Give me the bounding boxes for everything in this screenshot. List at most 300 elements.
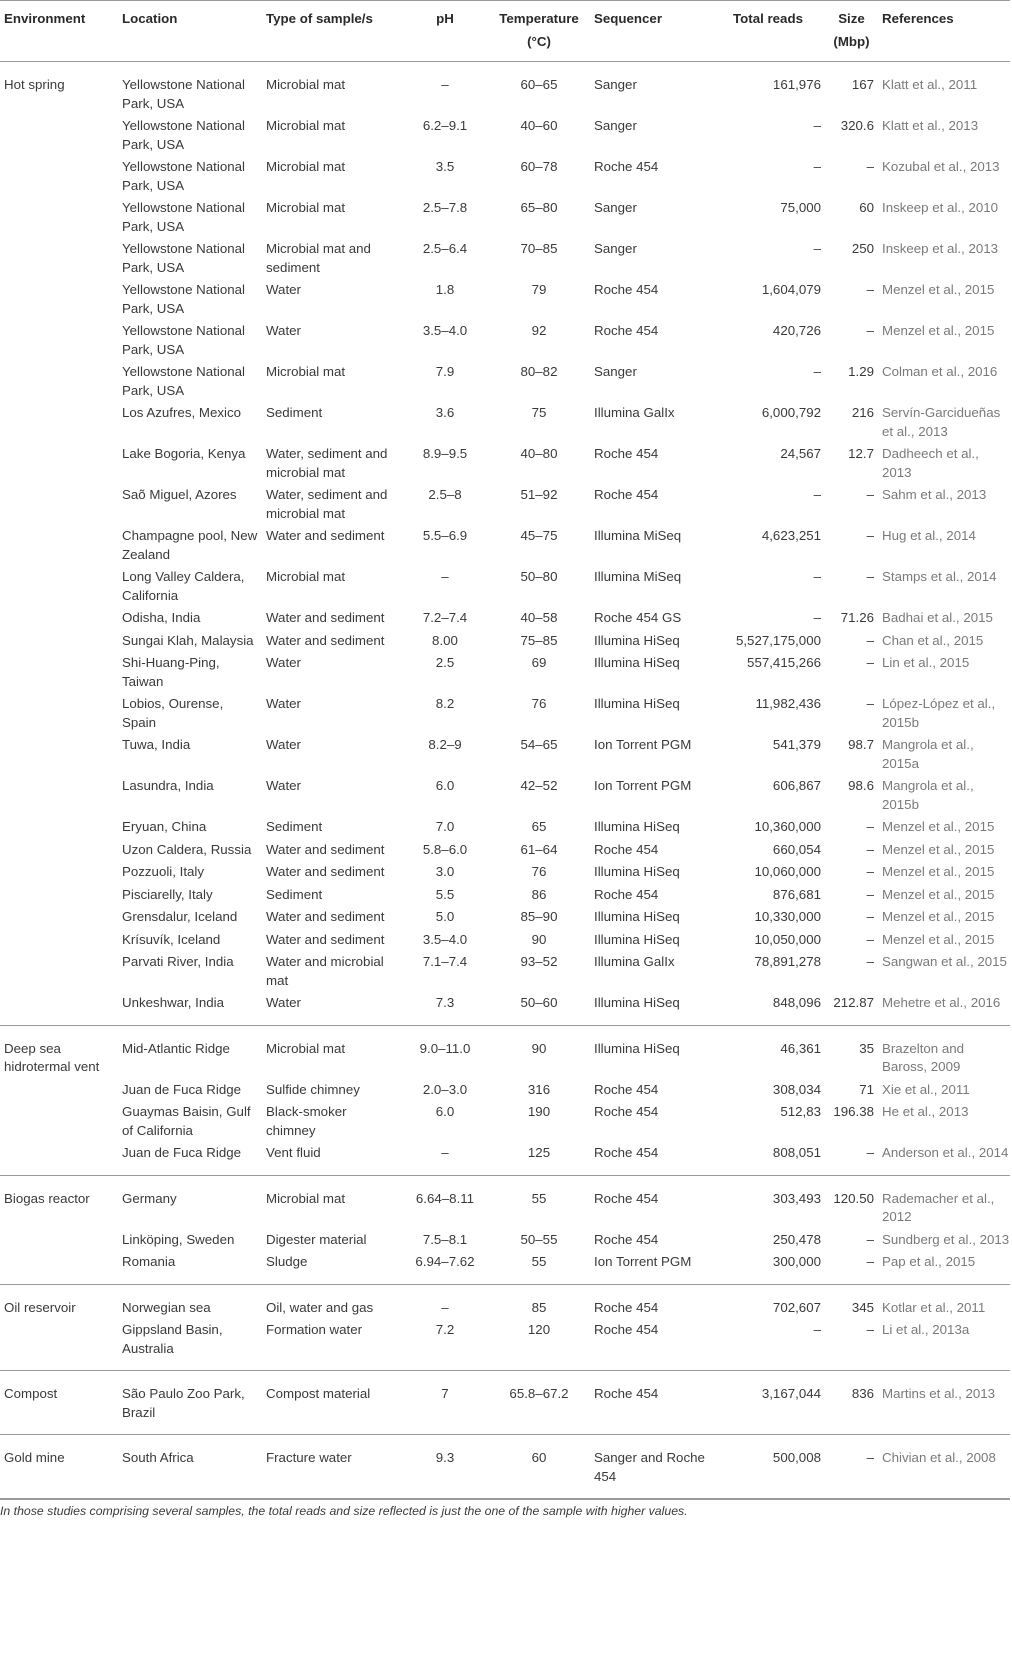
temperature-cell: 85–90 [520,909,558,924]
size-cell: – [866,487,874,502]
reference-cell: Xie et al., 2011 [882,1081,970,1097]
total-reads-cell: 512,83 [780,1104,821,1119]
sequencer-cell: Illumina HiSeq [594,931,680,947]
total-reads-cell: 557,415,266 [747,655,821,670]
reference-cell: Anderson et al., 2014 [878,1142,1010,1175]
reference-cell: Badhai et al., 2015 [882,610,993,625]
reference-cell: Pap et al., 2015 [878,1251,1010,1284]
environment-cell [0,816,118,839]
sample-type-cell: Water [266,323,301,338]
total-reads-cell: – [813,241,821,256]
reference-cell: Menzel et al., 2015 [882,323,995,338]
total-reads-cell: – [813,118,821,133]
location-cell: Tuwa, India [122,737,191,752]
sequencer-cell: Illumina HiSeq [590,992,711,1025]
sequencer-cell: Roche 454 GS [594,610,682,625]
total-reads-cell: – [813,487,821,502]
table-row [0,861,1010,884]
location-cell: Yellowstone National Park, USA [122,364,245,398]
sequencer-cell: Illumina HiSeq [594,864,680,879]
location-cell: Gippsland Basin, Australia [118,1319,262,1371]
location-cell: Champagne pool, New Zealand [122,528,258,562]
ph-cell: 7.0 [435,819,455,834]
table-row [0,775,1010,816]
location-cell: Pisciarelly, Italy [122,886,213,902]
reference-cell: He et al., 2013 [882,1104,969,1119]
total-reads-cell: 78,891,278 [754,954,821,969]
size-cell: 98.7 [848,737,874,752]
sequencer-cell: Illumina GalIx [594,954,675,969]
ph-cell: 5.5 [435,886,455,902]
reference-cell: Menzel et al., 2015 [882,931,995,947]
table-row [0,1175,1010,1229]
size-cell: 320.6 [840,118,874,133]
ph-cell: 3.6 [435,405,455,420]
environment-cell [0,992,118,1025]
table-row [0,1251,1010,1284]
environment-cell [0,566,118,607]
total-reads-cell: 541,379 [772,737,821,752]
temperature-cell: 92 [531,323,547,338]
total-reads-cell: – [813,364,821,379]
table-row [0,839,1010,862]
sequencer-cell: Illumina HiSeq [594,632,680,648]
reference-cell: Martins et al., 2013 [878,1371,1010,1435]
environment-cell [0,156,118,197]
location-cell: Mid-Atlantic Ridge [122,1040,230,1056]
environment-cell: Biogas reactor [4,1190,90,1206]
location-cell: Yellowstone National Park, USA [122,159,245,193]
table-row [0,1025,1010,1079]
header-sequencer: Sequencer [590,1,711,62]
temperature-cell: 69 [531,655,547,670]
sequencer-cell: Roche 454 [594,841,659,857]
sequencer-cell: Roche 454 [594,282,659,297]
location-cell: Juan de Fuca Ridge [118,1142,262,1175]
temperature-cell: 60–78 [520,159,558,174]
size-cell: 345 [851,1299,874,1315]
sequencer-cell: Illumina HiSeq [594,655,680,670]
sequencer-cell: Roche 454 [590,1319,711,1371]
total-reads-cell: – [711,1319,825,1371]
location-cell: Guaymas Baisin, Gulf of California [122,1104,251,1138]
reference-cell: Klatt et al., 2011 [882,77,978,92]
total-reads-cell: 75,000 [780,200,821,215]
temperature-cell: 120 [488,1319,590,1371]
sample-type-cell: Sludge [262,1251,402,1284]
temperature-cell: 42–52 [520,778,558,793]
temperature-cell: 40–60 [520,118,558,133]
sequencer-cell: Illumina HiSeq [594,909,680,924]
temperature-cell: 93–52 [520,954,558,969]
environment-cell [0,839,118,862]
ph-cell: 2.5–7.8 [422,200,468,215]
sample-type-cell: Compost material [262,1371,402,1435]
reference-cell: Brazelton and Baross, 2009 [882,1040,965,1074]
environment-cell [0,484,118,525]
location-cell: Yellowstone National Park, USA [122,118,245,152]
environment-cell [0,1319,118,1371]
table-row [0,361,1010,402]
table-row [0,652,1010,693]
ph-cell: 8.00 [432,632,458,648]
ph-cell: 9.3 [402,1435,488,1499]
reference-cell: López-López et al., 2015b [882,696,996,730]
temperature-cell: 85 [531,1299,547,1315]
table-row [0,693,1010,734]
total-reads-cell: 303,493 [772,1190,821,1206]
sequencer-cell: Sanger [594,200,637,215]
total-reads-cell: 161,976 [772,77,821,92]
reference-cell: Mangrola et al., 2015b [882,778,974,812]
ph-cell: 2.5–8 [428,487,462,502]
reference-cell: Klatt et al., 2013 [882,118,979,133]
size-cell: – [866,159,874,174]
location-cell: Romania [118,1251,262,1284]
size-cell: – [825,1319,878,1371]
size-cell: – [866,569,874,584]
total-reads-cell: 10,330,000 [754,909,821,924]
temperature-cell: 90 [531,1040,547,1056]
sequencer-cell: Roche 454 [594,1081,659,1097]
sample-type-cell: Microbial mat [266,1040,346,1056]
total-reads-cell: 4,623,251 [761,528,821,543]
environment-cell: Deep sea hidrotermal vent [4,1040,100,1074]
temperature-cell: 40–58 [520,610,558,625]
temperature-cell: 55 [488,1251,590,1284]
temperature-cell: 50–55 [520,1231,558,1247]
ph-cell: 3.5 [435,159,455,174]
size-cell: – [866,909,874,924]
table-row [0,816,1010,839]
table-row [0,951,1010,992]
ph-cell: 8.2–9 [428,737,462,752]
sequencer-cell: Ion Torrent PGM [590,1251,711,1284]
reference-cell: Mangrola et al., 2015a [882,737,974,771]
sample-type-cell: Microbial mat [266,364,346,379]
table-row [0,1371,1010,1435]
sample-type-cell: Water [266,282,301,297]
sample-type-cell: Water, sediment and microbial mat [266,487,388,521]
location-cell: Odisha, India [122,610,201,625]
ph-cell: 6.0 [435,1104,455,1119]
header-type: Type of sample/s [262,1,402,62]
ph-cell: 3.0 [435,864,455,879]
size-cell: 216 [851,405,874,420]
ph-cell: 6.64–8.11 [415,1190,475,1206]
sequencer-cell: Ion Torrent PGM [594,737,692,752]
total-reads-cell: 1,604,079 [761,282,821,297]
sample-type-cell: Sediment [266,886,323,902]
environment-cell [0,443,118,484]
location-cell: Sungai Klah, Malaysia [122,632,254,648]
size-cell: 71 [859,1081,874,1097]
table-footnote: In those studies comprising several samples, the total reads and size reflected is just the one of the sample with higher values. [0,1499,1010,1518]
sample-type-cell: Vent fluid [262,1142,402,1175]
sample-type-cell: Water [262,992,402,1025]
table-row [0,992,1010,1025]
sample-type-cell: Microbial mat [266,1190,346,1206]
sample-type-cell: Water and microbial mat [266,954,384,988]
ph-cell: 7.9 [435,364,455,379]
ph-cell: 7.1–7.4 [422,954,468,969]
sequencer-cell: Sanger [594,241,637,256]
ph-cell: 2.5–6.4 [422,241,468,256]
temperature-cell: 65 [531,819,547,834]
environment-cell: Hot spring [4,77,65,92]
table-row [0,443,1010,484]
temperature-cell: 40–80 [520,446,558,461]
ph-cell: 6.0 [435,778,455,793]
location-cell: Linköping, Sweden [122,1231,235,1247]
ph-cell: – [441,1299,449,1315]
environment-cell [0,402,118,443]
environment-cell [0,693,118,734]
temperature-cell: 50–60 [488,992,590,1025]
environment-cell [0,279,118,320]
sequencer-cell: Illumina GalIx [594,405,675,420]
size-cell: – [866,886,874,902]
sequencer-cell: Roche 454 [594,1104,659,1119]
table-row [0,1319,1010,1371]
size-cell: – [825,1142,878,1175]
ph-cell: 6.2–9.1 [422,118,468,133]
size-cell: – [866,1231,874,1247]
total-reads-cell: 10,360,000 [754,819,821,834]
sequencer-cell: Roche 454 [594,886,659,902]
total-reads-cell: 848,096 [711,992,825,1025]
temperature-cell: 90 [531,931,547,947]
header-reads: Total reads [711,1,825,62]
table-row [0,906,1010,929]
reference-cell: Kotlar et al., 2011 [882,1299,986,1315]
header-environment: Environment [0,1,118,62]
environment-cell [0,115,118,156]
table-body [0,62,1010,1499]
temperature-cell: 125 [488,1142,590,1175]
temperature-cell: 50–80 [520,569,558,584]
size-cell: 12.7 [848,446,874,461]
environment-cell [0,1079,118,1102]
table-row [0,1142,1010,1175]
header-size: Size (Mbp) [825,1,878,62]
size-cell: – [866,954,874,969]
temperature-cell: 51–92 [520,487,558,502]
location-cell: Grensdalur, Iceland [122,909,238,924]
total-reads-cell: 808,051 [711,1142,825,1175]
ph-cell: 8.9–9.5 [422,446,468,461]
sequencer-cell: Roche 454 [594,487,659,502]
reference-cell: Sangwan et al., 2015 [882,954,1007,969]
ph-cell: – [441,77,449,92]
environment-cell: Gold mine [0,1435,118,1499]
ph-cell: 9.0–11.0 [419,1040,471,1056]
sample-type-cell: Water and sediment [266,864,385,879]
table-row [0,1101,1010,1142]
location-cell: São Paulo Zoo Park, Brazil [118,1371,262,1435]
size-cell: – [866,819,874,834]
total-reads-cell: 702,607 [772,1299,821,1315]
sample-type-cell: Water [266,655,301,670]
size-cell: – [866,282,874,297]
reference-cell: Chivian et al., 2008 [878,1435,1010,1499]
sequencer-cell: Sanger and Roche 454 [590,1435,711,1499]
environment-cell [0,884,118,907]
reference-cell: Chan et al., 2015 [882,632,984,648]
reference-cell: Menzel et al., 2015 [882,819,995,834]
reference-cell: Lin et al., 2015 [882,655,970,670]
sample-type-cell: Water and sediment [266,841,385,857]
sequencer-cell: Roche 454 [594,323,659,338]
location-cell: Unkeshwar, India [118,992,262,1025]
temperature-cell: 190 [527,1104,551,1119]
reference-cell: Rademacher et al., 2012 [882,1190,995,1224]
sample-type-cell: Water and sediment [266,528,385,543]
reference-cell: Colman et al., 2016 [882,364,998,379]
temperature-cell: 86 [531,886,547,902]
sample-type-cell: Formation water [262,1319,402,1371]
size-cell: – [866,931,874,947]
reference-cell: Sundberg et al., 2013 [882,1231,1010,1247]
header-temperature: Temperature (°C) [488,1,590,62]
reference-cell: Li et al., 2013a [878,1319,1010,1371]
temperature-cell: 65.8–67.2 [488,1371,590,1435]
reference-cell: Inskeep et al., 2010 [882,200,999,215]
environment-cell [0,1229,118,1252]
total-reads-cell: 46,361 [780,1040,821,1056]
location-cell: Yellowstone National Park, USA [122,323,245,357]
location-cell: Yellowstone National Park, USA [122,77,245,111]
sample-type-cell: Water [266,737,301,752]
location-cell: Juan de Fuca Ridge [122,1081,242,1097]
reference-cell: Dadheech et al., 2013 [882,446,979,480]
table-row [0,1435,1010,1499]
environment-cell: Oil reservoir [4,1299,76,1315]
ph-cell: – [441,569,449,584]
sample-type-cell: Sediment [266,819,323,834]
table-row [0,1284,1010,1319]
sequencer-cell: Roche 454 [590,1371,711,1435]
table-row [0,1229,1010,1252]
sample-type-cell: Microbial mat [266,118,346,133]
temperature-cell: 55 [531,1190,547,1206]
sequencer-cell: Sanger [594,364,637,379]
reference-cell: Stamps et al., 2014 [882,569,997,584]
total-reads-cell: 10,050,000 [754,931,821,947]
temperature-cell: 61–64 [520,841,558,857]
sample-type-cell: Water [266,696,301,711]
environment-cell [0,525,118,566]
sequencer-cell: Roche 454 [594,1231,659,1247]
table-row [0,630,1010,653]
sample-type-cell: Digester material [266,1231,367,1247]
sample-type-cell: Microbial mat [266,569,346,584]
sequencer-cell: Illumina MiSeq [594,569,682,584]
total-reads-cell: 6,000,792 [761,405,821,420]
sequencer-cell: Illumina HiSeq [594,696,680,711]
table-row [0,402,1010,443]
size-cell: 71.26 [840,610,874,625]
sequencer-cell: Illumina MiSeq [594,528,682,543]
ph-cell: 7 [402,1371,488,1435]
location-cell: Yellowstone National Park, USA [122,200,245,234]
table-row [0,525,1010,566]
size-cell: 60 [859,200,874,215]
location-cell: Lasundra, India [122,778,214,793]
sample-type-cell: Fracture water [262,1435,402,1499]
header-location: Location [118,1,262,62]
environment-cell [0,1142,118,1175]
table-row [0,1079,1010,1102]
environment-cell [0,1101,118,1142]
environment-cell [0,361,118,402]
sample-type-cell: Sulfide chimney [266,1081,360,1097]
sequencer-cell: Sanger [594,118,637,133]
sample-type-cell: Oil, water and gas [266,1299,374,1315]
environment-cell [0,1251,118,1284]
table-row [0,484,1010,525]
size-cell: – [866,696,874,711]
ph-cell: 5.0 [435,909,455,924]
sample-type-cell: Water and sediment [266,931,385,947]
sample-type-cell: Microbial mat and sediment [266,241,371,275]
environment-cell [0,929,118,952]
location-cell: Saõ Miguel, Azores [122,487,237,502]
ph-cell: 2.5 [435,655,455,670]
ph-cell: 7.2 [402,1319,488,1371]
total-reads-cell: 250,478 [772,1231,821,1247]
environment-cell [0,652,118,693]
sample-type-cell: Water and sediment [266,610,385,625]
environment-cell [0,320,118,361]
table-row [0,929,1010,952]
ph-cell: 5.8–6.0 [422,841,468,857]
total-reads-cell: 500,008 [711,1435,825,1499]
location-cell: Long Valley Caldera, California [122,569,245,603]
temperature-cell: 75–85 [520,632,558,648]
ph-cell: 1.8 [435,282,455,297]
table-row [0,320,1010,361]
table-row [0,566,1010,607]
table-row [0,156,1010,197]
sample-type-cell: Water and sediment [266,632,385,648]
reference-cell: Menzel et al., 2015 [882,282,995,297]
environment-cell [0,734,118,775]
size-cell: – [866,864,874,879]
ph-cell: – [402,1142,488,1175]
size-cell: 212.87 [825,992,878,1025]
total-reads-cell: 420,726 [772,323,821,338]
environment-cell: Compost [0,1371,118,1435]
table-row [0,607,1010,630]
sequencer-cell: Roche 454 [594,446,659,461]
reference-cell: Servín-Garcidueñas et al., 2013 [882,405,1001,439]
sample-type-cell: Microbial mat [266,159,346,174]
sequencer-cell: Ion Torrent PGM [594,778,692,793]
location-cell: Shi-Huang-Ping, Taiwan [122,655,220,689]
ph-cell: 2.0–3.0 [422,1081,468,1097]
total-reads-cell: – [813,610,821,625]
size-cell: 1.29 [848,364,874,379]
total-reads-cell: 308,034 [772,1081,821,1097]
location-cell: Lake Bogoria, Kenya [122,446,246,461]
sample-type-cell: Water [266,778,301,793]
sequencer-cell: Sanger [594,77,637,92]
location-cell: South Africa [118,1435,262,1499]
ph-cell: 7.3 [402,992,488,1025]
temperature-cell: 60 [488,1435,590,1499]
location-cell: Yellowstone National Park, USA [122,282,245,316]
